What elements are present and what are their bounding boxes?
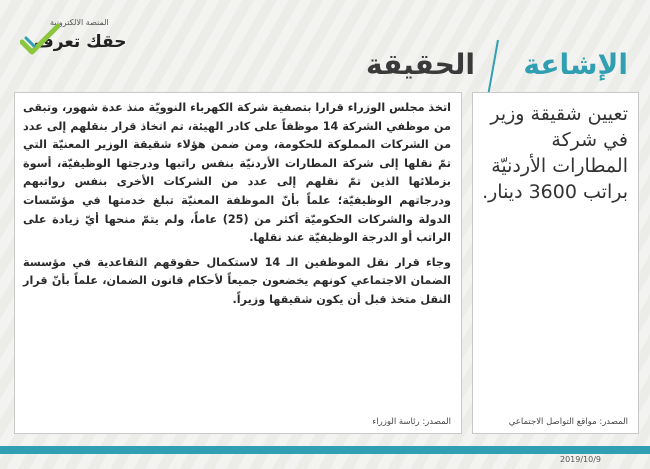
truth-paragraph-1: اتخذ مجلس الوزراء قرارا بتصفية شركة الكهرباء النوويّة منذ عدة شهور، وتبقى من موظفي الشركة 14 موظفاً على كادر الهيئة، تم اتخاذ قرار بنقلهم إلى عدد من الشركات المملوكة للحكومة، ومن ضمن هؤلاء شقيقة الوزير المعنيّة التي تمّ نقلها إلى شركة المطارات الأردنيّة بنفس راتبها ودرجتها الوظيفيّة، أسوة بزملائها الذين تمّ نقلهم إلى عدد من الشركات الأخرى بنفس رواتبهم ودرجاتهم الوظيفيّة؛ علماً بأنّ الموظفة المعنيّة تبلغ خدمتها في مؤسّسات الدولة والشركات الحكوميّة أكثر من (25) عاماً، ولم يتمّ منحها أيّ زيادة على الراتب أو الدرجة الوظيفيّة عند نقلها. xyxy=(23,101,451,245)
publish-date: 2019/10/9 xyxy=(560,455,602,464)
logo-title: حقك تعرف xyxy=(34,32,127,52)
truth-panel xyxy=(14,92,462,434)
checkmark-icon xyxy=(20,22,60,58)
platform-logo xyxy=(20,14,170,58)
truth-paragraph-2: وجاء قرار نقل الموظفين الـ 14 لاستكمال حقوقهم التقاعدية في مؤسسة الضمان الاجتماعي كونهم يخضعون جميعاً لأحكام قانون الضمان، علماً بأنّ قرار النقل متخذ قبل أن يكون شقيقها وزيراً. xyxy=(23,255,451,306)
rumor-heading: الإشاعة xyxy=(523,48,628,81)
rumor-source: المصدر: مواقع التواصل الاجتماعي xyxy=(508,417,628,427)
rumor-panel xyxy=(472,92,639,434)
logo-subtitle: المنصة الالكترونية xyxy=(50,18,109,27)
footer-bar xyxy=(0,446,650,454)
truth-source: المصدر: رئاسة الوزراء xyxy=(372,417,451,427)
rumor-text: تعيين شقيقة وزير في شركة المطارات الأردنيّة براتب 3600 دينار. xyxy=(482,103,628,203)
divider-slash xyxy=(484,38,502,98)
truth-heading: الحقيقة xyxy=(365,48,475,81)
truth-body xyxy=(23,99,451,316)
